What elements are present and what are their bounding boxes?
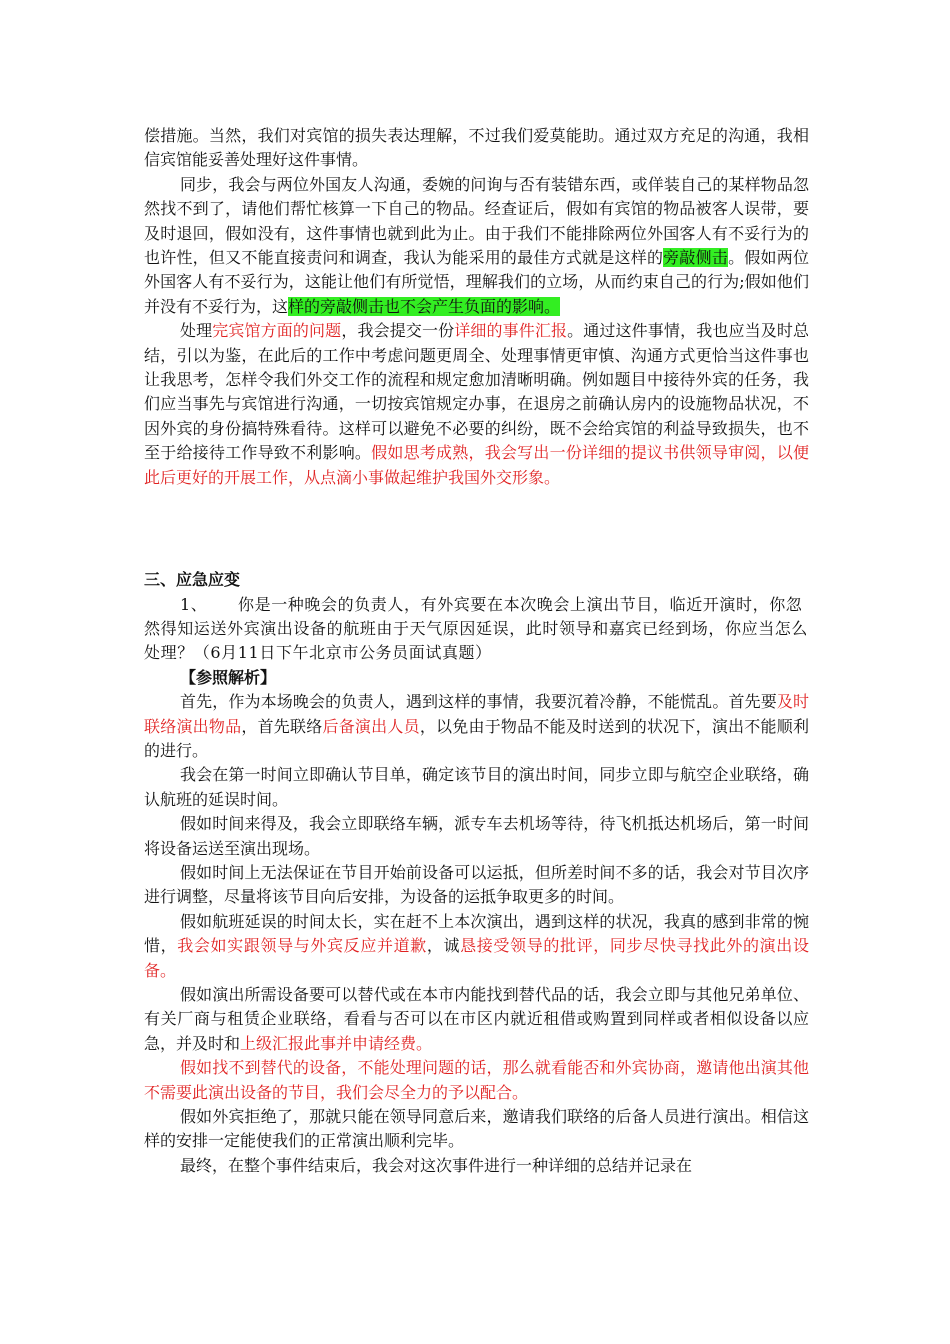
- question-text: 你是一种晚会的负责人，有外宾要在本次晚会上演出节目，临近开演时，你忽然得知运送外宾演出设备的航班由于天气原因延误，此时领导和嘉宾已经到场，你应当怎么处理？（6月11日下午北京市公务员面试真题）: [144, 594, 809, 663]
- question-number: 1、: [180, 594, 208, 614]
- paragraph-compensation: 偿措施。当然，我们对宾馆的损失表达理解，不过我们爱莫能助。通过双方充足的沟通，我相信宾馆能妥善处理好这件事情。: [144, 126, 809, 170]
- answer-paragraph: 假如航班延误的时间太长，实在赶不上本次演出，遇到这样的状况，我真的感到非常的惋惜，我会如实跟领导与外宾反应并道歉，诚恳接受领导的批评，同步尽快寻找此外的演出设备。: [144, 911, 809, 980]
- paragraph-communication: 同步，我会与两位外国友人沟通，委婉的问询与否有装错东西，或佯装自己的某样物品忽然找不到了，请他们帮忙核算一下自己的物品。经查证后，假如有宾馆的物品被客人误带，要及时退回，假如没有，这件事情也就到此为止。由于我们不能排除两位外国客人有不妥行为的也许性，但又不能直接责问和调查，我认为能采用的最佳方式就是这样的旁敲侧击。假如两位外国客人有不妥行为，这能让他们有所觉悟，理解我们的立场，从而约束自己的行为;假如他们并没有不妥行为，这样的旁敲侧击也不会产生负面的影响。: [144, 174, 809, 316]
- paragraph-summary: 处理完宾馆方面的问题，我会提交一份详细的事件汇报。通过这件事情，我也应当及时总结，引以为鉴，在此后的工作中考虑问题更周全、处理事情更审慎、沟通方式更恰当这件事也让我思考，怎样令我们外交工作的流程和规定愈加清晰明确。例如题目中接待外宾的任务，我们应当事先与宾馆进行沟通，一切按宾馆规定办事，在退房之前确认房内的设施物品状况，不因外宾的身份搞特殊看待。这样可以避免不必要的纠纷，既不会给宾馆的利益导致损失，也不至于给接待工作导致不利影响。假如思考成熟，我会写出一份详细的提议书供领导审阅，以便此后更好的开展工作，从点滴小事做起维护我国外交形象。: [144, 321, 809, 487]
- emphasis-report-funding: 上级汇报此事并申请经费。: [240, 1033, 433, 1053]
- answer-paragraph: 假如时间来得及，我会立即联络车辆，派专车去机场等待，待飞机抵达机场后，第一时间将设备运送至演出现场。: [144, 814, 809, 858]
- emphasis-accept-criticism: 恳接受领导的批评，同步尽快寻找此外的演出设备。: [144, 936, 809, 980]
- highlight-no-negative-impact: 样的旁敲侧击也不会产生负面的影响。: [288, 296, 561, 316]
- highlight-indirect-hint: 旁敲侧击: [663, 248, 729, 268]
- emphasis-backup-performers: 后备演出人员: [322, 716, 420, 736]
- emphasis-detailed-report: 详细的事件汇报: [454, 321, 568, 341]
- answer-paragraph: 最终，在整个事件结束后，我会对这次事件进行一种详细的总结并记录在: [180, 1155, 693, 1175]
- answer-paragraph: 假如演出所需设备要可以替代或在本市内能找到替代品的话，我会立即与其他兄弟单位、有关厂商与租赁企业联络，看看与否可以在市区内就近租借或购置到同样或者相似设备以应急，并及时和上级汇报此事并申请经费。: [144, 985, 809, 1053]
- answer-paragraph-negotiate: 假如找不到替代的设备，不能处理问题的话，那么就看能否和外宾协商，邀请他出演其他不需要此演出设备的节目，我们会尽全力的予以配合。: [144, 1058, 809, 1102]
- question: [144, 593, 809, 666]
- answer-paragraph: 首先，作为本场晚会的负责人，遇到这样的事情，我要沉着冷静，不能慌乱。首先要及时联络演出物品，首先联络后备演出人员，以免由于物品不能及时送到的状况下，演出不能顺利的进行。: [144, 692, 809, 760]
- emphasis-proposal: 假如思考成熟，我会写出一份详细的提议书供领导审阅，以便此后更好的开展工作，从点滴小事做起维护我国外交形象。: [144, 443, 809, 487]
- reference-analysis-label: 【参照解析】: [180, 667, 277, 687]
- answer-paragraph: 假如时间上无法保证在节目开始前设备可以运抵，但所差时间不多的话，我会对节目次序进行调整，尽量将该节目向后安排，为设备的运抵争取更多的时间。: [144, 862, 809, 907]
- answer-paragraph: 我会在第一时间立即确认节目单，确定该节目的演出时间，同步立即与航空企业联络，确认航班的延误时间。: [144, 765, 809, 809]
- emphasis-hotel-issue: 完宾馆方面的问题: [212, 321, 342, 341]
- section-title: 三、应急应变: [144, 570, 241, 590]
- emphasis-apologize: 我会如实跟领导与外宾反应并道歉: [177, 936, 427, 956]
- emphasis-contact-equipment: 及时联络演出物品: [144, 692, 809, 736]
- answer-paragraph: 假如外宾拒绝了，那就只能在领导同意后来，邀请我们联络的后备人员进行演出。相信这样的安排一定能使我们的正常演出顺利完毕。: [144, 1107, 809, 1151]
- document-page: [144, 124, 809, 1178]
